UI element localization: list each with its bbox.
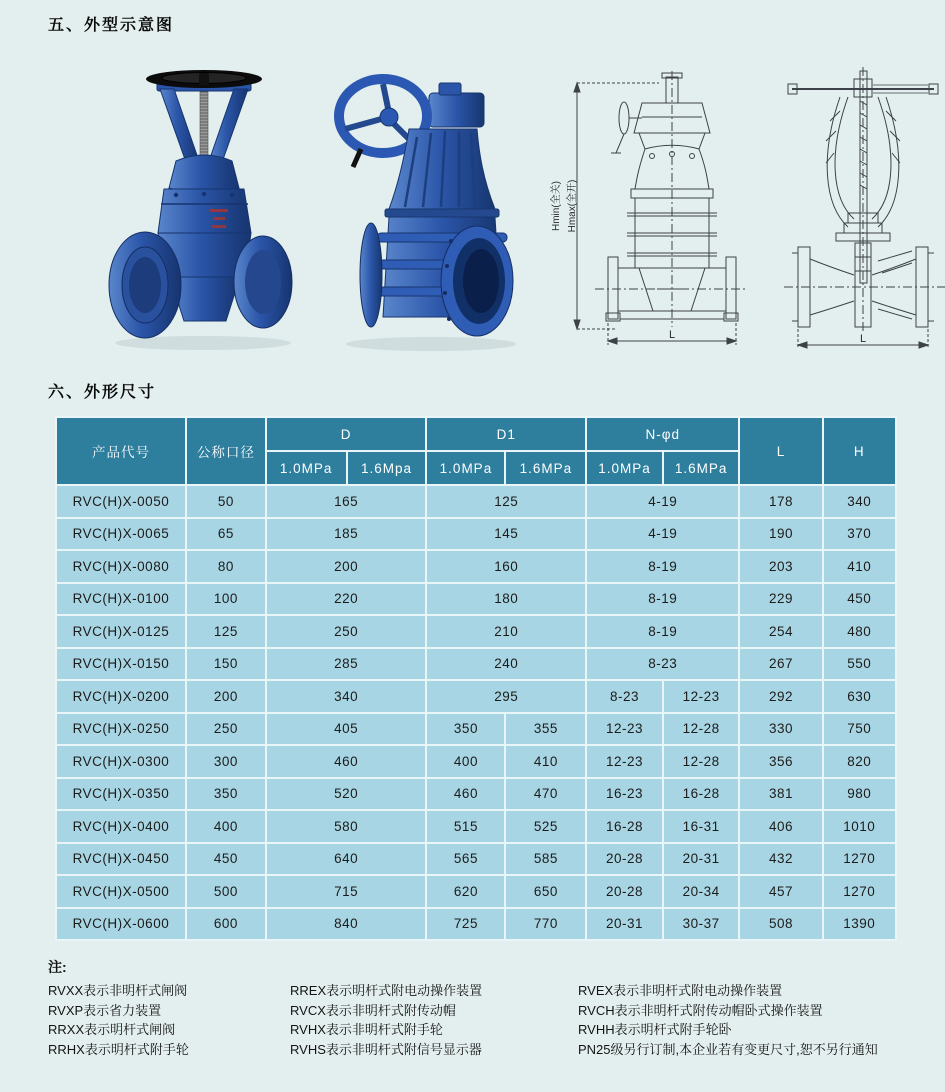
table-cell: 840 [267,909,426,940]
gearbox [429,93,484,127]
table-cell: 150 [187,649,265,680]
note-line: RVCH表示非明杆式附传动帽卧式操作装置 [578,1002,823,1018]
table-cell: 30-37 [664,909,739,940]
table-cell: 520 [267,779,426,810]
table-cell: 180 [427,584,585,615]
notes-section [48,957,945,1059]
valve-figures-row [100,61,945,361]
table-cell: 4-19 [587,519,738,550]
table-cell: RVC(H)X-0500 [57,876,185,907]
table-row [57,616,895,647]
table-cell: 65 [187,519,265,550]
table-row [57,681,895,712]
table-row [57,876,895,907]
table-cell: 480 [824,616,895,647]
table-cell: 20-31 [664,844,739,875]
table-row [57,779,895,810]
table-cell: 565 [427,844,504,875]
flange-left [360,223,382,327]
table-cell: 400 [187,811,265,842]
table-cell: 525 [506,811,585,842]
notes-column-1 [48,981,290,1059]
table-cell: 100 [187,584,265,615]
table-cell: 406 [740,811,821,842]
dim-label-hmax: Hmax(全开) [567,179,578,233]
table-row [57,844,895,875]
note-line: RVEX表示非明杆式附电动操作装置 [578,983,783,998]
table-cell: RVC(H)X-0125 [57,616,185,647]
table-cell: 125 [427,486,585,517]
dim-label-hmin: Hmin(全关) [551,181,562,231]
table-cell: 210 [427,616,585,647]
col-header-d1: D1 [427,418,585,450]
table-cell: 1010 [824,811,895,842]
col-header-n-phi-d: N-φd [587,418,738,450]
table-row [57,584,895,615]
table-cell: 340 [824,486,895,517]
table-cell: 20-31 [587,909,662,940]
table-cell: 165 [267,486,426,517]
table-cell: 220 [267,584,426,615]
col-header-dn: 公称口径 [187,418,265,484]
table-cell: 250 [267,616,426,647]
section6-title: 六、外形尺寸 [48,384,157,401]
table-cell: 190 [740,519,821,550]
table-row [57,551,895,582]
valve-stem [200,87,208,165]
yoke-leg-right [209,89,248,165]
table-cell: 80 [187,551,265,582]
table-cell: 12-23 [664,681,739,712]
table-cell: 200 [187,681,265,712]
subheader-n-10mpa: 1.0MPa [587,452,662,484]
table-cell: RVC(H)X-0050 [57,486,185,517]
table-cell: 508 [740,909,821,940]
table-cell: 515 [427,811,504,842]
table-cell: 8-23 [587,681,662,712]
subheader-d1-16mpa: 1.6MPa [506,452,585,484]
table-cell: 250 [187,714,265,745]
table-cell: 8-19 [587,551,738,582]
table-cell: 450 [824,584,895,615]
note-line: RVCX表示非明杆式附传动帽 [290,1002,456,1018]
table-cell: 381 [740,779,821,810]
table-cell: 460 [427,779,504,810]
note-line: RVHH表示明杆式附手轮卧 [578,1022,732,1037]
table-cell: 50 [187,486,265,517]
table-cell: 450 [187,844,265,875]
table-cell: 350 [187,779,265,810]
dimension-table [55,416,897,941]
note-line: RVHX表示非明杆式附手轮 [290,1022,443,1037]
red-marking [210,209,228,212]
table-cell: 355 [506,714,585,745]
table-cell: 715 [267,876,426,907]
bonnet [169,155,239,193]
table-cell: RVC(H)X-0150 [57,649,185,680]
table-cell: RVC(H)X-0065 [57,519,185,550]
col-header-h: H [824,418,895,484]
table-cell: RVC(H)X-0450 [57,844,185,875]
section5-title: 五、外型示意图 [48,17,175,34]
note-line: RREX表示明杆式附电动操作装置 [290,983,483,998]
table-cell: 4-19 [587,486,738,517]
table-cell: 203 [740,551,821,582]
table-row [57,649,895,680]
table-cell: RVC(H)X-0080 [57,551,185,582]
dim-label-l: L [859,333,867,345]
dim-label-l: L [668,329,676,341]
table-cell: 12-23 [587,714,662,745]
note-line: RRHX表示明杆式附手轮 [48,1041,189,1057]
dimension-table-body [57,486,895,939]
table-cell: 457 [740,876,821,907]
table-cell: 254 [740,616,821,647]
notes-column-3 [578,981,945,1059]
table-cell: 12-28 [664,714,739,745]
table-cell: 580 [267,811,426,842]
table-cell: 240 [427,649,585,680]
valve-drawing-nonrising [547,61,752,356]
table-cell: 229 [740,584,821,615]
col-header-l: L [740,418,821,484]
notes-column-2 [290,981,578,1059]
subheader-n-16mpa: 1.6MPa [664,452,739,484]
table-cell: 356 [740,746,821,777]
table-cell: 340 [267,681,426,712]
table-row [57,519,895,550]
table-cell: 370 [824,519,895,550]
valve-photo-rising-stem [100,61,305,351]
table-cell: 295 [427,681,585,712]
table-cell: 300 [187,746,265,777]
valve-photo-gear-operated [331,61,521,351]
bonnet-flange [385,209,499,217]
table-cell: 410 [824,551,895,582]
table-row [57,746,895,777]
table-cell: 20-28 [587,844,662,875]
table-cell: RVC(H)X-0200 [57,681,185,712]
table-cell: 1390 [824,909,895,940]
table-cell: 285 [267,649,426,680]
table-cell: RVC(H)X-0300 [57,746,185,777]
table-cell: 600 [187,909,265,940]
table-cell: 1270 [824,876,895,907]
table-cell: 20-28 [587,876,662,907]
table-cell: 16-23 [587,779,662,810]
table-cell: 267 [740,649,821,680]
col-header-d: D [267,418,426,450]
table-cell: 125 [187,616,265,647]
subheader-d1-10mpa: 1.0MPa [427,452,504,484]
shadow [346,337,516,351]
table-cell: 650 [506,876,585,907]
note-line: RVHS表示非明杆式附信号显示器 [290,1041,482,1057]
table-cell: RVC(H)X-0400 [57,811,185,842]
table-row [57,486,895,517]
table-cell: 20-34 [664,876,739,907]
note-line: RVXP表示省力装置 [48,1002,162,1018]
table-row [57,811,895,842]
table-cell: 725 [427,909,504,940]
table-cell: 330 [740,714,821,745]
table-cell: 145 [427,519,585,550]
table-cell: 160 [427,551,585,582]
table-cell: 620 [427,876,504,907]
table-cell: 630 [824,681,895,712]
table-cell: 460 [267,746,426,777]
yoke-leg-left [160,89,199,165]
table-cell: 980 [824,779,895,810]
table-cell: 8-23 [587,649,738,680]
table-cell: 400 [427,746,504,777]
table-cell: 550 [824,649,895,680]
table-cell: RVC(H)X-0100 [57,584,185,615]
subheader-d-16mpa: 1.6Mpa [348,452,426,484]
note-line: RVXX表示非明杆式闸阀 [48,983,188,998]
note-line: RRXX表示明杆式闸阀 [48,1022,176,1037]
table-cell: 8-19 [587,616,738,647]
table-cell: 292 [740,681,821,712]
table-row [57,714,895,745]
table-cell: 770 [506,909,585,940]
table-cell: RVC(H)X-0600 [57,909,185,940]
table-cell: RVC(H)X-0350 [57,779,185,810]
col-header-product-code: 产品代号 [57,418,185,484]
table-cell: 410 [506,746,585,777]
table-cell: 405 [267,714,426,745]
table-cell: 185 [267,519,426,550]
table-cell: 500 [187,876,265,907]
table-cell: 585 [506,844,585,875]
notes-title: 注: [48,959,67,975]
subheader-d-10mpa: 1.0MPa [267,452,346,484]
table-cell: 8-19 [587,584,738,615]
table-cell: 1270 [824,844,895,875]
table-cell: 750 [824,714,895,745]
table-cell: 16-28 [587,811,662,842]
table-cell: 12-23 [587,746,662,777]
table-cell: 178 [740,486,821,517]
table-cell: 16-28 [664,779,739,810]
note-line: PN25级另行订制,本企业若有变更尺寸,恕不另行通知 [578,1041,878,1057]
table-cell: RVC(H)X-0250 [57,714,185,745]
table-cell: 640 [267,844,426,875]
table-cell: 432 [740,844,821,875]
table-cell: 350 [427,714,504,745]
valve-drawing-rising [778,61,945,356]
table-cell: 16-31 [664,811,739,842]
table-cell: 12-28 [664,746,739,777]
table-row [57,909,895,940]
table-cell: 200 [267,551,426,582]
table-cell: 470 [506,779,585,810]
table-cell: 820 [824,746,895,777]
